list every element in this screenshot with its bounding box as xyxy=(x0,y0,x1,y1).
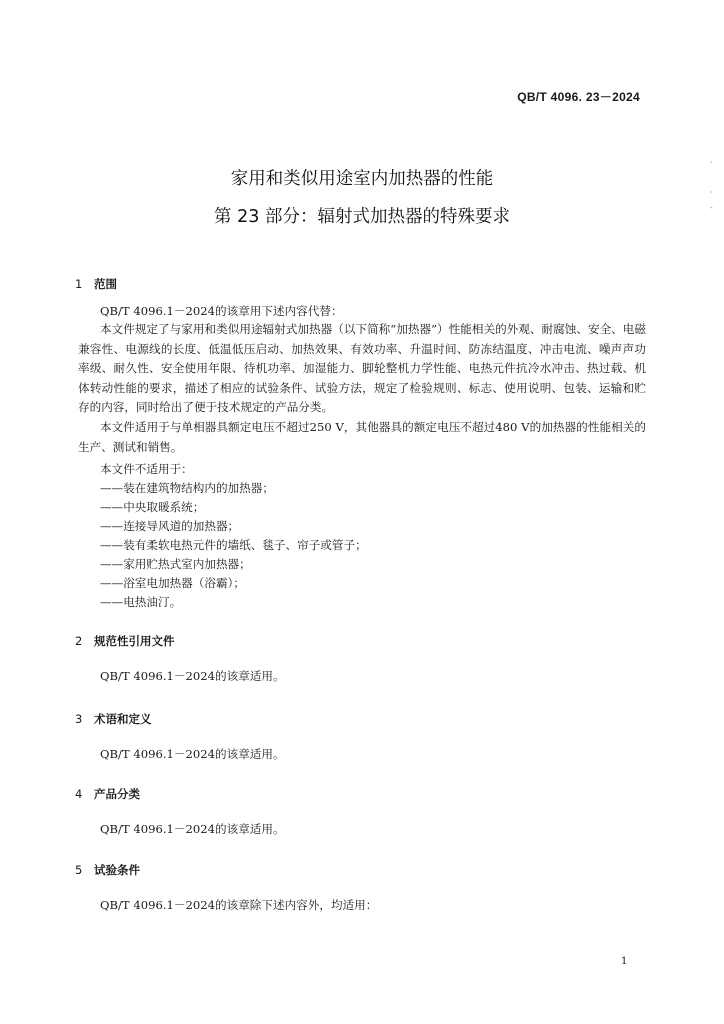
margin-mark: · xyxy=(710,158,713,167)
section-title: 试验条件 xyxy=(94,863,140,877)
section-title: 范围 xyxy=(94,277,117,291)
exclusion-item: ——装有柔软电热元件的墙纸、毯子、帘子或管子； xyxy=(100,538,367,552)
exclusion-item: ——装在建筑物结构内的加热器； xyxy=(100,481,274,495)
section-heading-scope xyxy=(75,276,117,292)
exclusion-item: ——电热油汀。 xyxy=(100,595,182,609)
scope-intro: QB/T 4096.1－2024的该章用下述内容代替： xyxy=(100,304,343,318)
section-title: 规范性引用文件 xyxy=(94,634,175,648)
margin-mark: · xyxy=(710,188,713,197)
section-number: 3 xyxy=(75,712,83,726)
page-number: 1 xyxy=(621,956,628,967)
section-number: 5 xyxy=(75,863,83,877)
margin-mark: - xyxy=(710,203,713,212)
scope-paragraph-2: 本文件适用于与单相器具额定电压不超过250 V，其他器具的额定电压不超过480 V的加热器的性能相关的生产、测试和销售。 xyxy=(78,420,646,454)
document-title: 家用和类似用途室内加热器的性能 xyxy=(230,169,494,189)
exclusion-item: ——家用贮热式室内加热器； xyxy=(100,557,251,571)
refs-text: QB/T 4096.1－2024的该章适用。 xyxy=(100,669,285,683)
section-heading-normative-references xyxy=(75,633,175,649)
section-title: 术语和定义 xyxy=(94,712,152,726)
scope-paragraph-1: 本文件规定了与家用和类似用途辐射式加热器（以下简称“加热器”）性能相关的外观、耐腐蚀、安全、电磁兼容性、电源线的长度、低温低压启动、加热效果、有效功率、升温时间、防冻结温度、冲击电流、噪声声功率级、耐久性、安全使用年限、待机功率、加湿能力、脚轮整机力学性能、电热元件抗冷水冲击、热过载、机体转动性能的要求，描述了相应的试验条件、试验方法，规定了检验规则、标志、使用说明、包装、运输和贮存的内容，同时给出了便于技术规定的产品分类。 xyxy=(78,322,646,414)
classification-text: QB/T 4096.1－2024的该章适用。 xyxy=(100,822,285,836)
section-title: 产品分类 xyxy=(94,787,140,801)
section-number: 4 xyxy=(75,787,83,801)
section-heading-test-conditions xyxy=(75,862,140,878)
section-number: 1 xyxy=(75,277,83,291)
document-subtitle: 第 23 部分：辐射式加热器的特殊要求 xyxy=(214,207,510,227)
exclusion-item: ——浴室电加热器（浴霸）； xyxy=(100,576,245,590)
section-heading-classification xyxy=(75,786,140,802)
scope-not-apply: 本文件不适用于： xyxy=(100,462,193,476)
exclusion-item: ——连接导风道的加热器； xyxy=(100,519,240,533)
test-conditions-text: QB/T 4096.1－2024的该章除下述内容外，均适用： xyxy=(100,898,378,912)
standard-number: QB/T 4096. 23－2024 xyxy=(517,90,640,104)
section-number: 2 xyxy=(75,634,83,648)
exclusion-item: ——中央取暖系统； xyxy=(100,500,205,514)
terms-text: QB/T 4096.1－2024的该章适用。 xyxy=(100,747,285,761)
section-heading-terms xyxy=(75,711,152,727)
